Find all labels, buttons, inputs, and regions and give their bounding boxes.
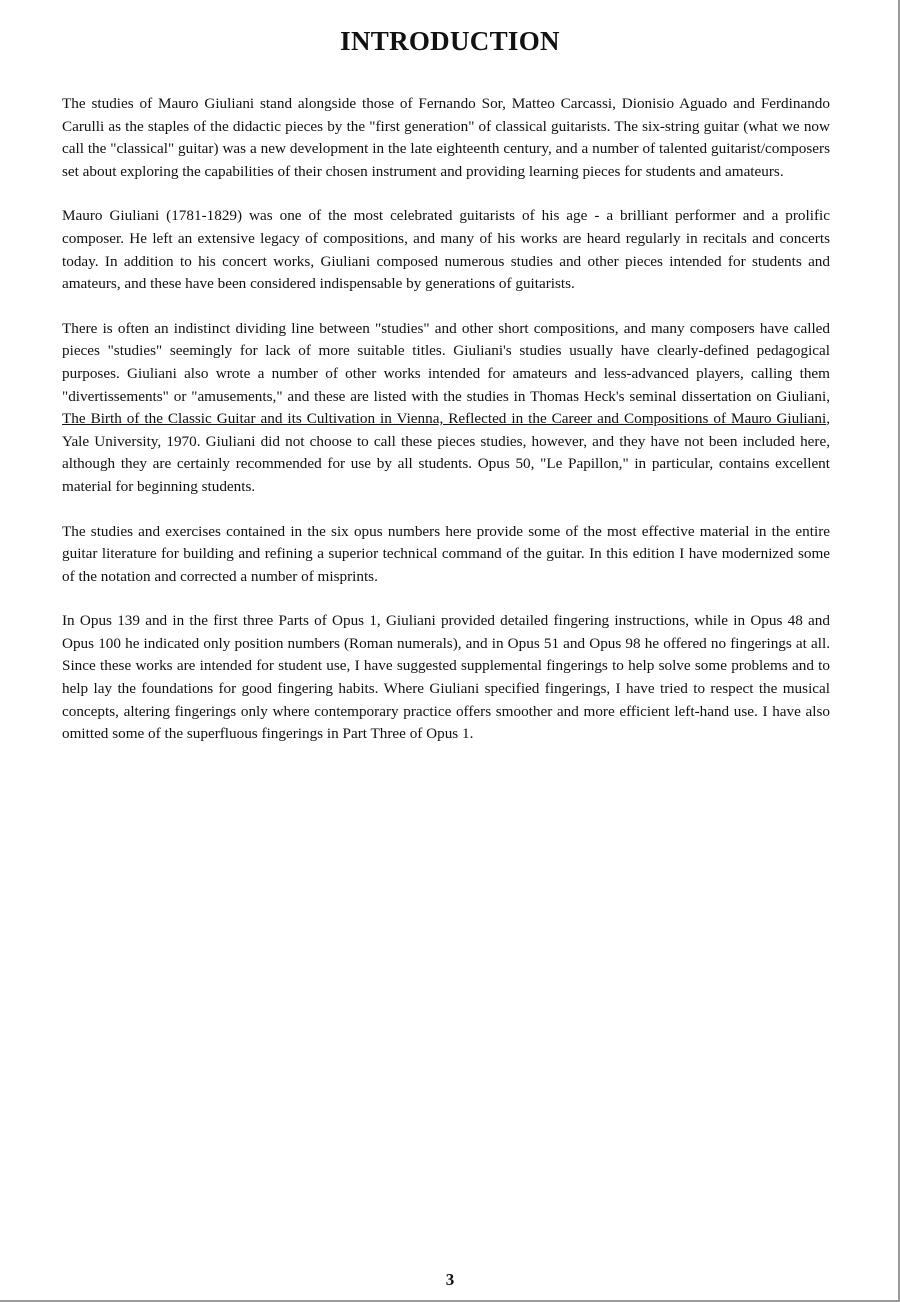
page-title: INTRODUCTION — [340, 26, 560, 56]
paragraph-4: The studies and exercises contained in the six opus numbers here provide some of the most effective material in the entire guitar literature for building and refining a superior technical command of the guitar. In this edition I have modernized some of the notation and corrected a number of misprints. — [62, 522, 830, 585]
paragraph-3 — [62, 318, 830, 499]
dissertation-title: The Birth of the Classic Guitar and its Cultivation in Vienna, Reflected in the Career and Compositions of Mauro Giuliani — [62, 410, 827, 428]
body-text — [62, 93, 830, 768]
paragraph-1: The studies of Mauro Giuliani stand alongside those of Fernando Sor, Matteo Carcassi, Dionisio Aguado and Ferdinando Carulli as the staples of the didactic pieces by the "first generation" of classical guitarists. The six-string guitar (what we now call the "classical" guitar) was a new development in the late eighteenth century, and a number of talented guitarist/composers set about exploring the capabilities of their chosen instrument and providing learning pieces for students and amateurs. — [62, 95, 830, 180]
paragraph-3-intro: There is often an indistinct dividing line between "studies" and other short compositions, and many composers have called pieces "studies" seemingly for lack of more suitable titles. Giuliani's studies usually have clearly-defined pedagogical purposes. Giuliani also wrote a number of other works intended for amateurs and less-advanced players, calling them "divertissements" or "amusements," and these are listed with the studies in Thomas Heck's seminal dissertation on Giuliani, — [62, 319, 830, 405]
paragraph-2: Mauro Giuliani (1781-1829) was one of the most celebrated guitarists of his age - a brilliant performer and a prolific composer. He left an extensive legacy of compositions, and many of his works are heard regularly in recitals and concerts today. In addition to his concert works, Giuliani composed numerous studies and other pieces intended for students and amateurs, and these have been considered indispensable by generations of guitarists. — [62, 207, 830, 293]
paragraph-3-rest: , Yale University, 1970. Giuliani did not choose to call these pieces studies, however, and they have not been included here, although they are certainly recommended for use by all students. Opus 50, "Le Papillon," in particular, contains excellent material for beginning students. — [62, 410, 830, 495]
page-number: 3 — [445, 1270, 455, 1289]
paragraph-5: In Opus 139 and in the first three Parts of Opus 1, Giuliani provided detailed fingering instructions, while in Opus 48 and Opus 100 he indicated only position numbers (Roman numerals), and in Opus 51 and Opus 98 he offered no fingerings at all. Since these works are intended for student use, I have suggested supplemental fingerings to help solve some problems and to help lay the foundations for good fingering habits. Where Giuliani specified fingerings, I have tried to respect the musical concepts, altering fingerings only where contemporary practice offers smoother and more efficient left-hand use. I have also omitted some of the superfluous fingerings in Part Three of Opus 1. — [62, 612, 830, 743]
